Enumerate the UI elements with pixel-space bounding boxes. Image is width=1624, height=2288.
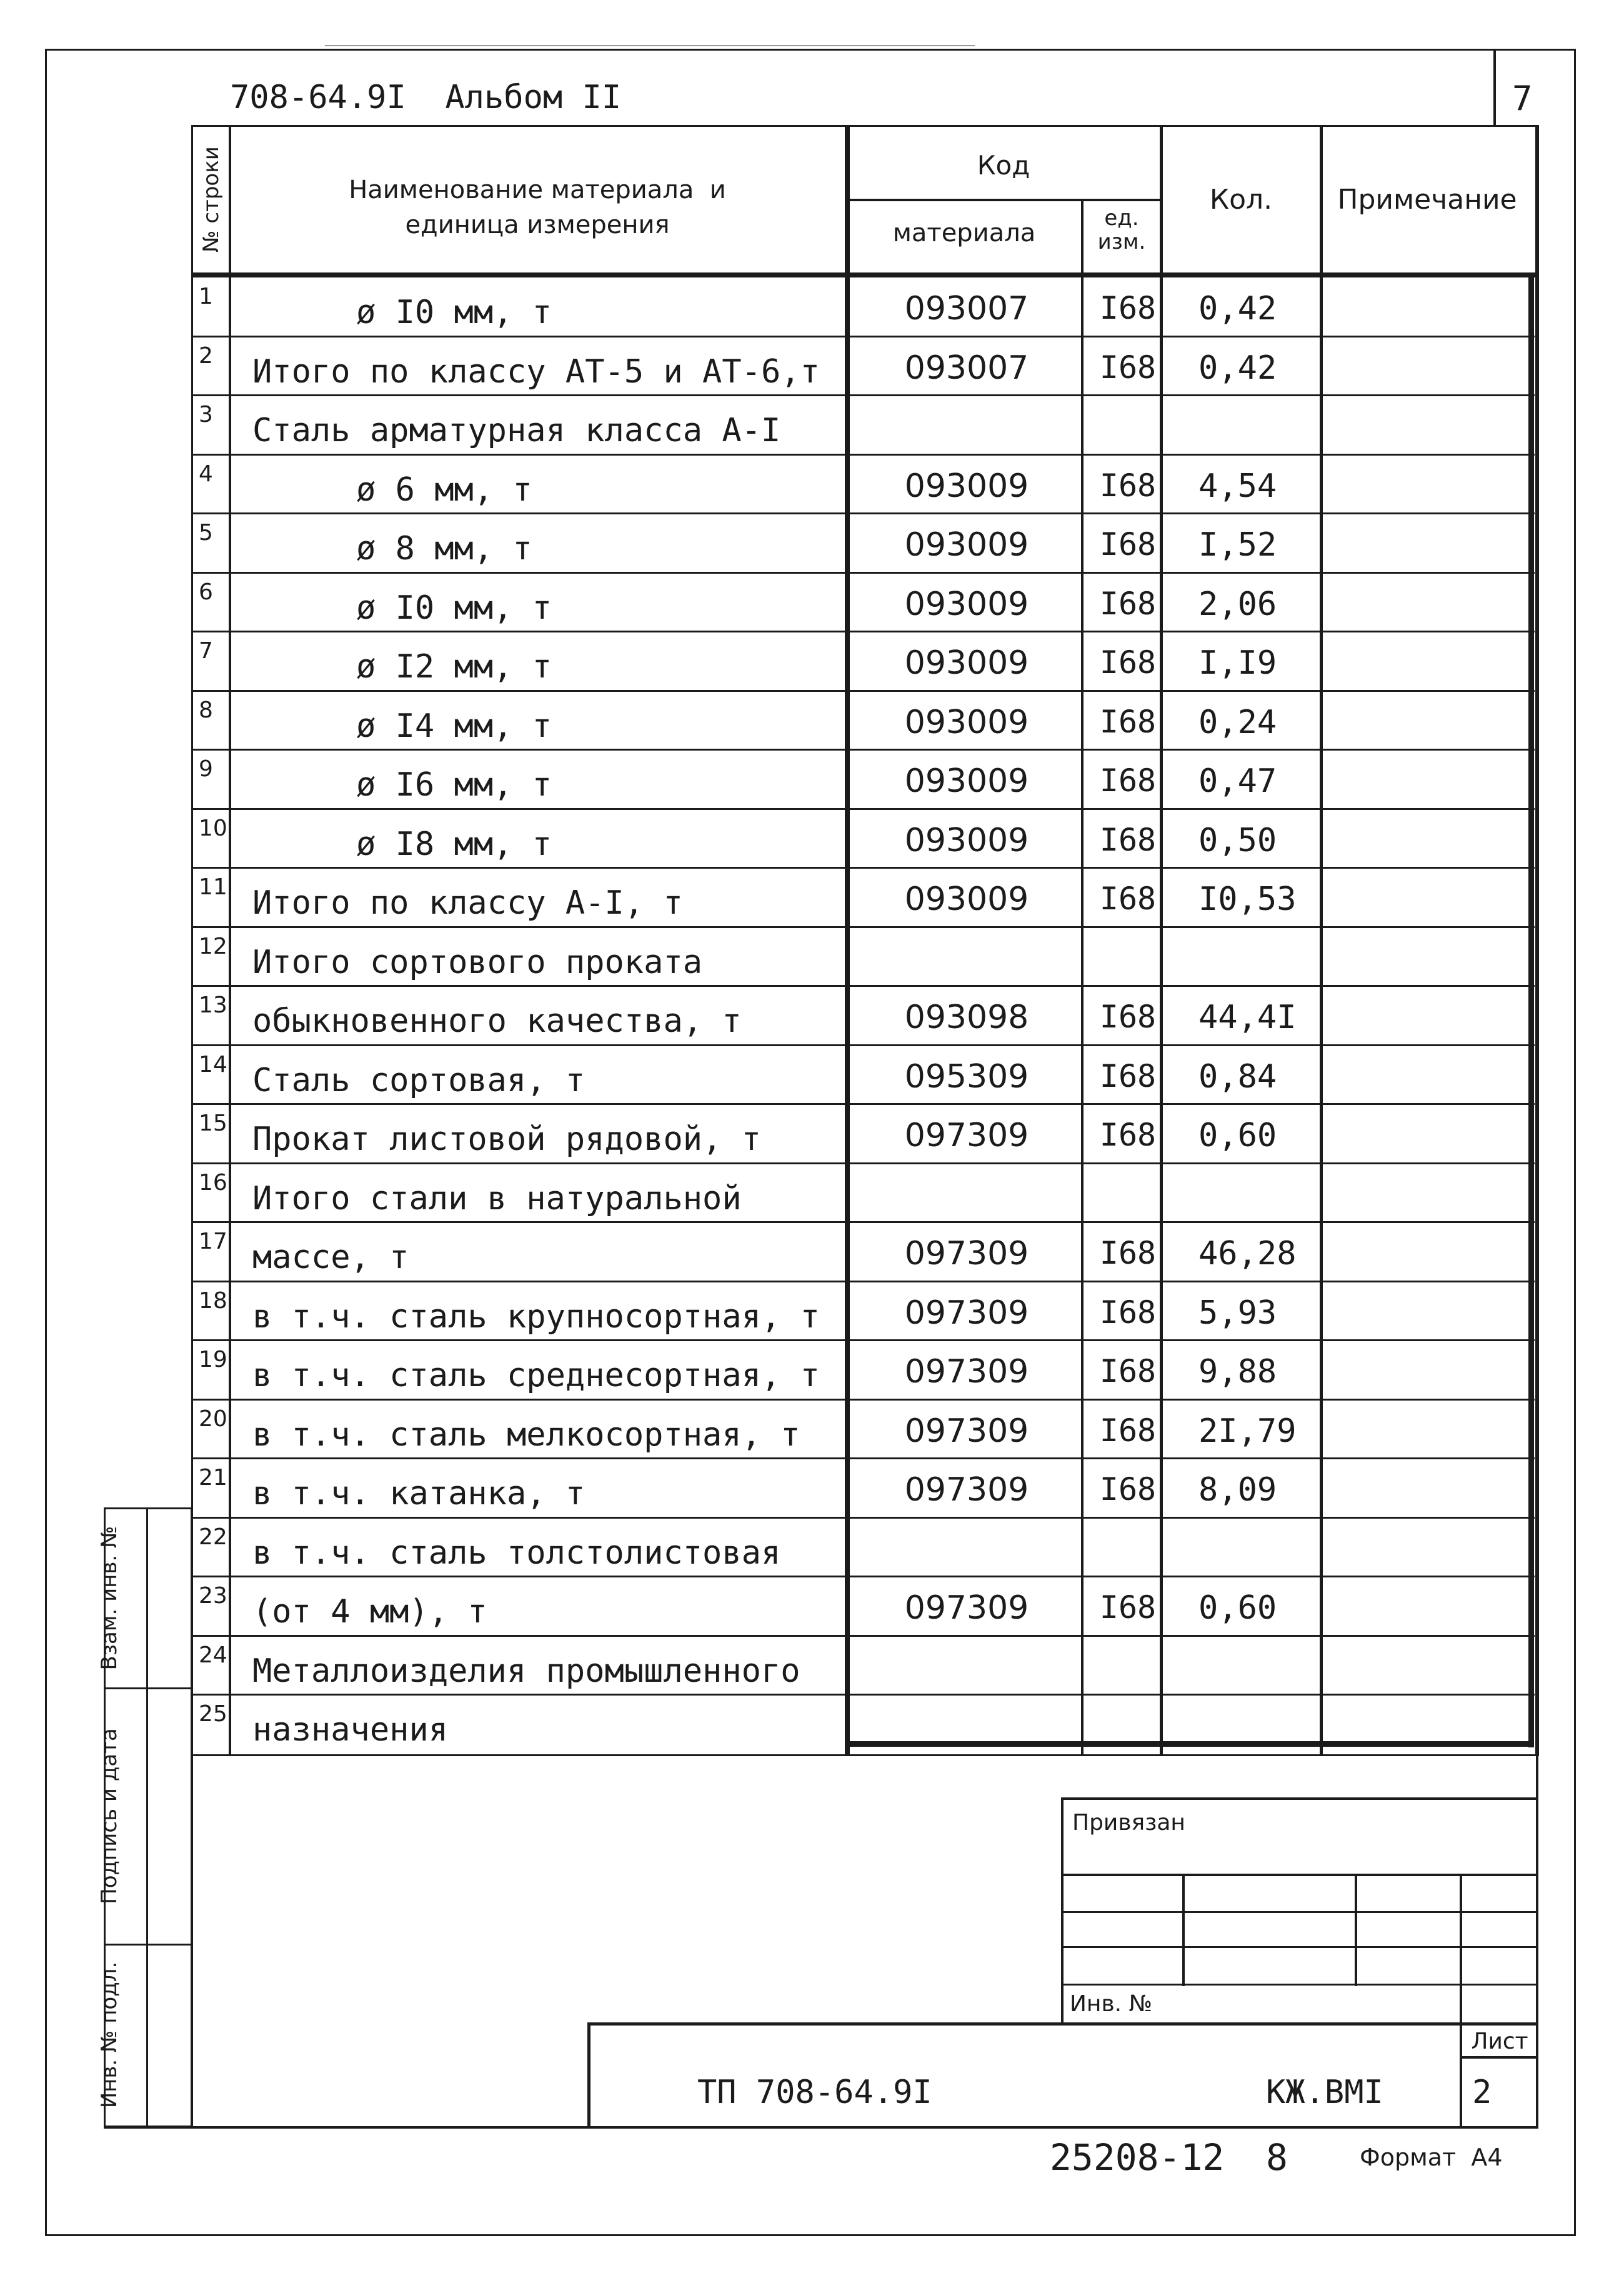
title-block-privyazan: Привязан xyxy=(1072,1810,1185,1836)
row-material-code: 095309 xyxy=(904,1057,1029,1096)
row-material-code: 097309 xyxy=(904,1294,1029,1332)
lower-frame-left xyxy=(191,1756,193,2127)
row-material-code: 093009 xyxy=(904,644,1029,682)
row-material-code: 097309 xyxy=(904,1471,1029,1509)
row-quantity: 0,50 xyxy=(1198,821,1277,859)
row-unit-code: I68 xyxy=(1099,349,1157,386)
row-separator xyxy=(191,1339,1535,1341)
row-number: 16 xyxy=(199,1169,227,1196)
row-name: назначения xyxy=(252,1711,449,1749)
row-quantity: 0,42 xyxy=(1198,290,1277,327)
row-separator xyxy=(191,512,1535,514)
col-line-name xyxy=(845,125,850,1756)
row-separator xyxy=(191,690,1535,692)
row-material-code: 097309 xyxy=(904,1235,1029,1272)
lower-frame-right xyxy=(1536,1756,1538,2127)
row-quantity: 44,4I xyxy=(1198,999,1297,1036)
row-number: 14 xyxy=(199,1051,227,1077)
row-number: 10 xyxy=(199,815,227,841)
tb-grid-v3 xyxy=(1460,1874,1462,2024)
header-name: Наименование материала и единица измерения xyxy=(349,176,726,239)
title-block-sheet-label: Лист xyxy=(1471,2029,1528,2054)
row-unit-code: I68 xyxy=(1099,1589,1157,1626)
row-number: 2 xyxy=(199,342,213,369)
row-name: ø I6 мм, т xyxy=(356,766,552,804)
row-unit-code: I68 xyxy=(1099,999,1157,1035)
row-quantity: 0,47 xyxy=(1198,762,1277,800)
row-name: ø 8 мм, т xyxy=(356,530,532,567)
row-unit-code: I68 xyxy=(1099,1471,1157,1507)
row-material-code: 097309 xyxy=(904,1353,1029,1391)
row-number: 20 xyxy=(199,1406,227,1432)
row-number: 6 xyxy=(199,579,213,605)
row-material-code: 093009 xyxy=(904,526,1029,564)
row-unit-code: I68 xyxy=(1099,290,1157,326)
row-separator xyxy=(191,1221,1535,1223)
row-quantity: 9,88 xyxy=(1198,1353,1277,1391)
side-stamp-vzam-inv: Взам. инв. № xyxy=(97,1526,122,1671)
row-number: 9 xyxy=(199,756,213,782)
row-separator xyxy=(191,926,1535,928)
row-unit-code: I68 xyxy=(1099,585,1157,622)
row-quantity: 0,42 xyxy=(1198,349,1277,387)
row-quantity: 2I,79 xyxy=(1198,1412,1297,1450)
row-separator xyxy=(191,1399,1535,1401)
row-unit-code: I68 xyxy=(1099,821,1157,858)
row-material-code: 093009 xyxy=(904,821,1029,859)
header-row-number: № строки xyxy=(199,146,224,252)
row-quantity: I0,53 xyxy=(1198,881,1297,918)
row-unit-code: I68 xyxy=(1099,467,1157,504)
row-separator xyxy=(191,749,1535,751)
tb-grid-h1 xyxy=(1061,1874,1537,1876)
row-name: в т.ч. катанка, т xyxy=(252,1475,585,1512)
table-bottom-thick xyxy=(845,1741,1532,1747)
row-name: Итого по классу А-I, т xyxy=(252,884,683,922)
row-separator xyxy=(191,1457,1535,1459)
side-stamp-divider-2 xyxy=(104,1944,192,1946)
row-name: ø I2 мм, т xyxy=(356,648,552,686)
row-quantity: 0,60 xyxy=(1198,1117,1277,1154)
row-name: Сталь арматурная класса А-I xyxy=(252,412,781,449)
row-unit-code: I68 xyxy=(1099,1235,1157,1271)
row-number: 7 xyxy=(199,638,213,664)
row-name: Прокат листовой рядовой, т xyxy=(252,1121,761,1158)
row-name: ø I8 мм, т xyxy=(356,825,552,863)
row-separator xyxy=(191,1694,1535,1696)
row-name: в т.ч. сталь крупносортная, т xyxy=(252,1297,820,1336)
col-line-code xyxy=(1081,199,1083,1756)
row-name: ø I0 мм, т xyxy=(356,589,552,627)
tb-grid-h4 xyxy=(1061,1984,1537,1986)
row-unit-code: I68 xyxy=(1099,762,1157,799)
footer-copy-number: 8 xyxy=(1266,2136,1288,2179)
row-name: обыкновенного качества, т xyxy=(252,1002,742,1040)
row-unit-code: I68 xyxy=(1099,1353,1157,1389)
row-name: Итого стали в натуральной xyxy=(252,1179,742,1217)
row-material-code: 093009 xyxy=(904,762,1029,800)
row-number: 15 xyxy=(199,1111,227,1136)
row-name: Сталь сортовая, т xyxy=(252,1061,585,1099)
row-separator xyxy=(191,1162,1535,1164)
col-line-right-thick xyxy=(1528,272,1534,1747)
row-name: ø I0 мм, т xyxy=(356,294,552,331)
row-number: 8 xyxy=(199,697,213,723)
row-number: 5 xyxy=(199,520,213,546)
row-separator xyxy=(191,808,1535,810)
tb-left-privyazan xyxy=(1061,1797,1064,2022)
side-stamp-inv-podl: Инв. № подл. xyxy=(97,1961,122,2109)
row-number: 19 xyxy=(199,1347,227,1372)
tb-grid-h3 xyxy=(1061,1946,1537,1948)
row-name: ø I4 мм, т xyxy=(356,707,552,745)
row-separator xyxy=(191,867,1535,869)
tb-main-top xyxy=(587,2022,1537,2026)
row-separator xyxy=(191,1517,1535,1519)
row-name: массе, т xyxy=(252,1239,409,1276)
row-name: Металлоизделия промышленного xyxy=(252,1652,800,1690)
row-quantity: 5,93 xyxy=(1198,1294,1277,1332)
footer-stamp-number: 25208-12 xyxy=(1050,2136,1225,2179)
row-quantity: 4,54 xyxy=(1198,467,1277,505)
row-number: 17 xyxy=(199,1229,227,1254)
tb-top-privyazan xyxy=(1061,1797,1537,1800)
tb-sheet-left xyxy=(1460,2022,1462,2127)
row-separator xyxy=(191,336,1535,337)
row-unit-code: I68 xyxy=(1099,703,1157,740)
row-quantity: 2,06 xyxy=(1198,585,1277,623)
row-number: 18 xyxy=(199,1287,227,1314)
row-name: Итого сортового проката xyxy=(252,943,703,981)
row-quantity: 0,24 xyxy=(1198,703,1277,741)
row-unit-code: I68 xyxy=(1099,1294,1157,1331)
row-material-code: 097309 xyxy=(904,1412,1029,1450)
row-material-code: 093007 xyxy=(904,290,1029,327)
title-block-inv-no: Инв. № xyxy=(1070,1991,1153,2017)
row-name: в т.ч. сталь толстолистовая xyxy=(252,1534,781,1572)
header-qty: Кол. xyxy=(1209,184,1273,216)
row-separator xyxy=(191,631,1535,632)
row-number: 1 xyxy=(199,284,213,309)
row-material-code: 093009 xyxy=(904,467,1029,505)
row-name: в т.ч. сталь мелкосортная, т xyxy=(252,1416,800,1454)
row-unit-code: I68 xyxy=(1099,1057,1157,1094)
row-name: (от 4 мм), т xyxy=(252,1593,487,1631)
row-material-code: 097309 xyxy=(904,1589,1029,1627)
top-faint-line xyxy=(325,45,975,46)
row-material-code: 097309 xyxy=(904,1117,1029,1154)
side-stamp-divider-1 xyxy=(104,1687,192,1689)
row-unit-code: I68 xyxy=(1099,1412,1157,1449)
row-name: Итого по классу АТ-5 и АТ-6,т xyxy=(252,352,820,391)
row-quantity: I,52 xyxy=(1198,526,1277,564)
row-number: 4 xyxy=(199,461,213,487)
row-material-code: 093098 xyxy=(904,999,1029,1036)
side-stamp-divider-v xyxy=(146,1507,148,2127)
row-material-code: 093007 xyxy=(904,349,1029,387)
header-code-unit: ед. изм. xyxy=(1097,206,1146,254)
tb-grid-h2 xyxy=(1061,1911,1537,1913)
code-subheader-line xyxy=(847,199,1161,201)
row-separator xyxy=(191,1635,1535,1637)
row-unit-code: I68 xyxy=(1099,1117,1157,1153)
row-separator xyxy=(191,454,1535,456)
row-number: 24 xyxy=(199,1642,227,1668)
row-material-code: 093009 xyxy=(904,585,1029,623)
row-unit-code: I68 xyxy=(1099,644,1157,681)
row-number: 25 xyxy=(199,1701,227,1727)
row-separator xyxy=(191,394,1535,396)
row-separator xyxy=(191,985,1535,987)
footer-format: Формат А4 xyxy=(1360,2144,1503,2171)
row-separator xyxy=(191,572,1535,574)
row-number: 3 xyxy=(199,402,213,427)
header-note: Примечание xyxy=(1337,184,1517,216)
row-quantity: 0,60 xyxy=(1198,1589,1277,1627)
side-stamp-podpis-data: Подпись и дата xyxy=(97,1728,122,1904)
row-number: 13 xyxy=(199,992,227,1018)
row-quantity: 46,28 xyxy=(1198,1235,1297,1272)
row-name: в т.ч. сталь среднесортная, т xyxy=(252,1357,820,1394)
row-name: ø 6 мм, т xyxy=(356,471,532,509)
row-separator xyxy=(191,1103,1535,1105)
row-material-code: 093009 xyxy=(904,881,1029,918)
row-separator xyxy=(191,1576,1535,1577)
header-bottom-line xyxy=(191,272,1537,277)
row-quantity: I,I9 xyxy=(1198,644,1277,682)
row-number: 22 xyxy=(199,1524,227,1550)
row-quantity: 0,84 xyxy=(1198,1057,1277,1096)
tb-grid-v2 xyxy=(1355,1874,1357,1986)
row-number: 21 xyxy=(199,1465,227,1491)
row-separator xyxy=(191,1281,1535,1282)
row-number: 23 xyxy=(199,1583,227,1609)
lower-frame-bottom xyxy=(104,2126,1538,2129)
header-code: Код xyxy=(977,150,1030,181)
row-unit-code: I68 xyxy=(1099,881,1157,917)
row-number: 11 xyxy=(199,874,227,900)
title-block-doc-code: ТП 708-64.9I xyxy=(697,2074,932,2111)
tb-main-left xyxy=(587,2022,590,2127)
header-page-box-divider xyxy=(1493,49,1496,126)
title-block-section: КЖ.ВМI xyxy=(1266,2074,1383,2111)
header-code-material: материала xyxy=(892,219,1036,247)
row-quantity: 8,09 xyxy=(1198,1471,1277,1509)
row-unit-code: I68 xyxy=(1099,526,1157,562)
row-material-code: 093009 xyxy=(904,703,1029,741)
page-number: 7 xyxy=(1512,79,1533,118)
doc-reference: 708-64.9I Альбом II xyxy=(230,79,622,116)
col-line-outer-right xyxy=(1537,125,1539,1756)
tb-grid-v1 xyxy=(1182,1874,1185,1986)
tb-sheet-mid xyxy=(1460,2056,1537,2059)
row-number: 12 xyxy=(199,933,227,959)
title-block-sheet-number: 2 xyxy=(1472,2074,1492,2111)
row-separator xyxy=(191,1044,1535,1046)
col-line-rownum xyxy=(229,125,231,1756)
